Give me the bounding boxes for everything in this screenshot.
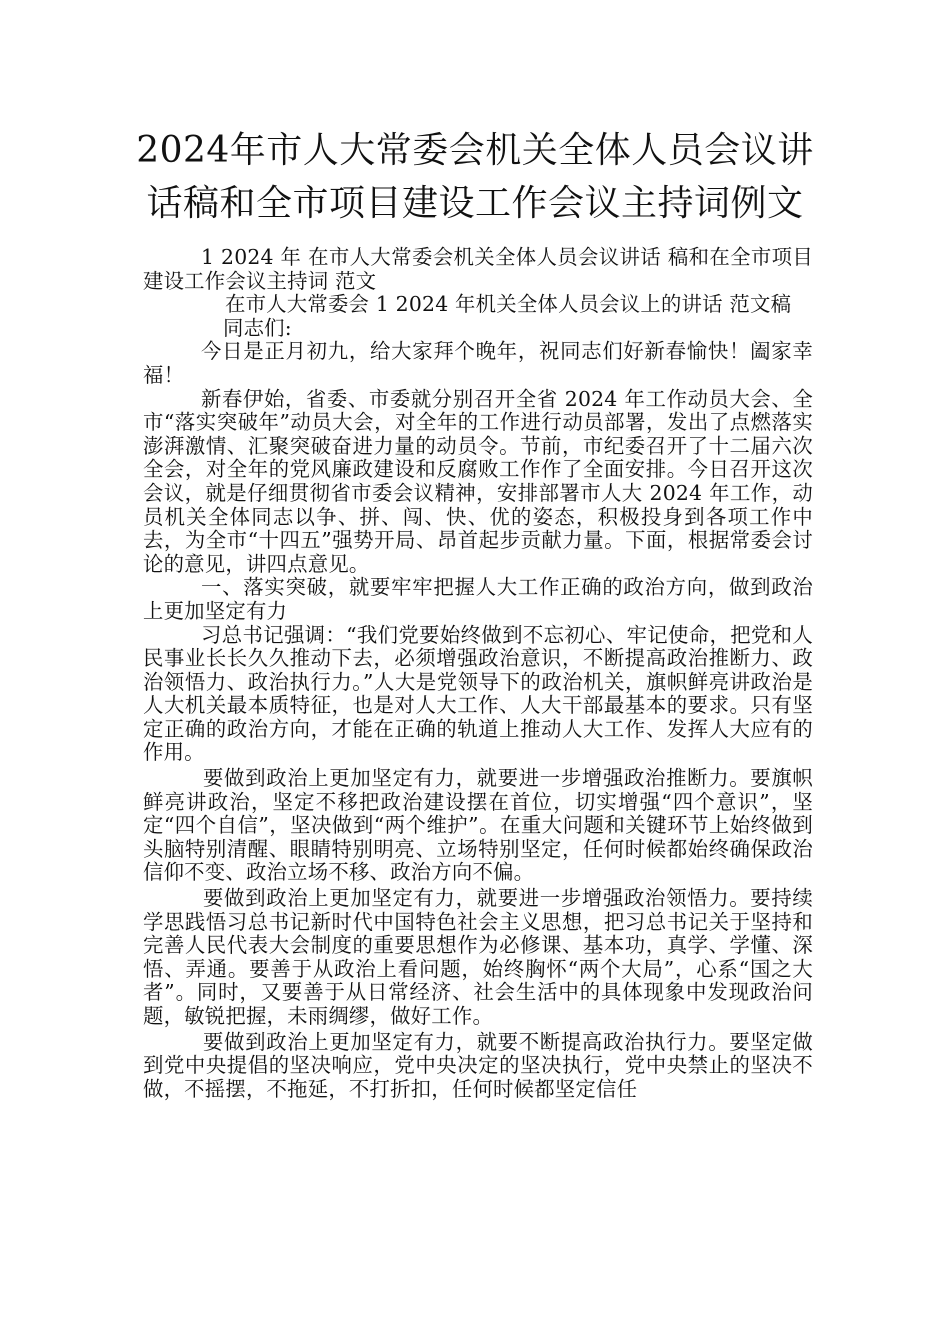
- document-title: [100, 124, 850, 230]
- paragraph-intro: 新春伊始，省委、市委就分别召开全省 2024 年工作动员大会、全市“落实突破年”动员大会，对全年的工作进行动员部署，发出了点燃落实澎湃激情、汇聚突破奋进力量的动员令。节前，市纪委召开了十二届六次全会，对全年的党风廉政建设和反腐败工作作了全面安排。今日召开这次会议，就是仔细贯彻省市委会议精神，安排部署市人大 2024 年工作，动员机关全体同志以争、拼、闯、快、优的姿态，积极投身到各项工作中去，为全市“十四五”强势开局、昂首起步贡献力量。下面，根据常委会讨论的意见，讲四点意见。: [143, 386, 813, 576]
- document-body: [143, 246, 813, 1101]
- paragraph-subtitle: 1 2024 年 在市人大常委会机关全体人员会议讲话 稿和在全市项目建设工作会议主持词 范文: [143, 245, 813, 293]
- paragraph-body-1: 习总书记强调：“我们党要始终做到不忘初心、牢记使命，把党和人民事业长长久久推动下去，必须增强政治意识，不断提高政治推断力、政治领悟力、政治执行力。”人大是党领导下的政治机关，旗帜鲜亮讲政治是人大机关最本质特征，也是对人大工作、人大干部最基本的要求。只有坚定正确的政治方向，才能在正确的轨道上推动人大工作、发挥人大应有的作用。: [143, 622, 813, 765]
- paragraph-speech-heading: 在市人大常委会 1 2024 年机关全体人员会议上的讲话 范文稿: [225, 292, 792, 317]
- paragraph-section-heading-1: 一、落实突破，就要牢牢把握人大工作正确的政治方向，做到政治上更加坚定有力: [143, 575, 813, 623]
- paragraph-greeting: 今日是正月初九，给大家拜个晚年，祝同志们好新春愉快！阖家幸福！: [143, 339, 813, 387]
- paragraph-salutation: 同志们:: [223, 315, 292, 340]
- paragraph-body-2: 要做到政治上更加坚定有力，就要进一步增强政治推断力。要旗帜鲜亮讲政治，坚定不移把政治建设摆在首位，切实增强“四个意识”，坚定“四个自信”，坚决做到“两个维护”。在重大问题和关键环节上始终做到头脑特别清醒、眼睛特别明亮、立场特别坚定，任何时候都始终确保政治信仰不变、政治立场不移、政治方向不偏。: [143, 766, 813, 885]
- paragraph-body-4: 要做到政治上更加坚定有力，就要不断提高政治执行力。要坚定做到党中央提倡的坚决响应，党中央决定的坚决执行，党中央禁止的坚决不做，不摇摆，不拖延，不打折扣，任何时候都坚定信任: [143, 1029, 813, 1101]
- title-line-2: 话稿和全市项目建设工作会议主持词例文: [146, 183, 804, 224]
- title-line-1: 2024年市人大常委会机关全体人员会议讲: [136, 130, 814, 171]
- paragraph-body-3: 要做到政治上更加坚定有力，就要进一步增强政治领悟力。要持续学思践悟习总书记新时代中国特色社会主义思想，把习总书记关于坚持和完善人民代表大会制度的重要思想作为必修课、基本功，真学、学懂、深悟、弄通。要善于从政治上看问题，始终胸怀“两个大局”，心系“国之大者”。同时，又要善于从日常经济、社会生活中的具体现象中发现政治问题，敏锐把握，未雨绸缪，做好工作。: [143, 886, 813, 1028]
